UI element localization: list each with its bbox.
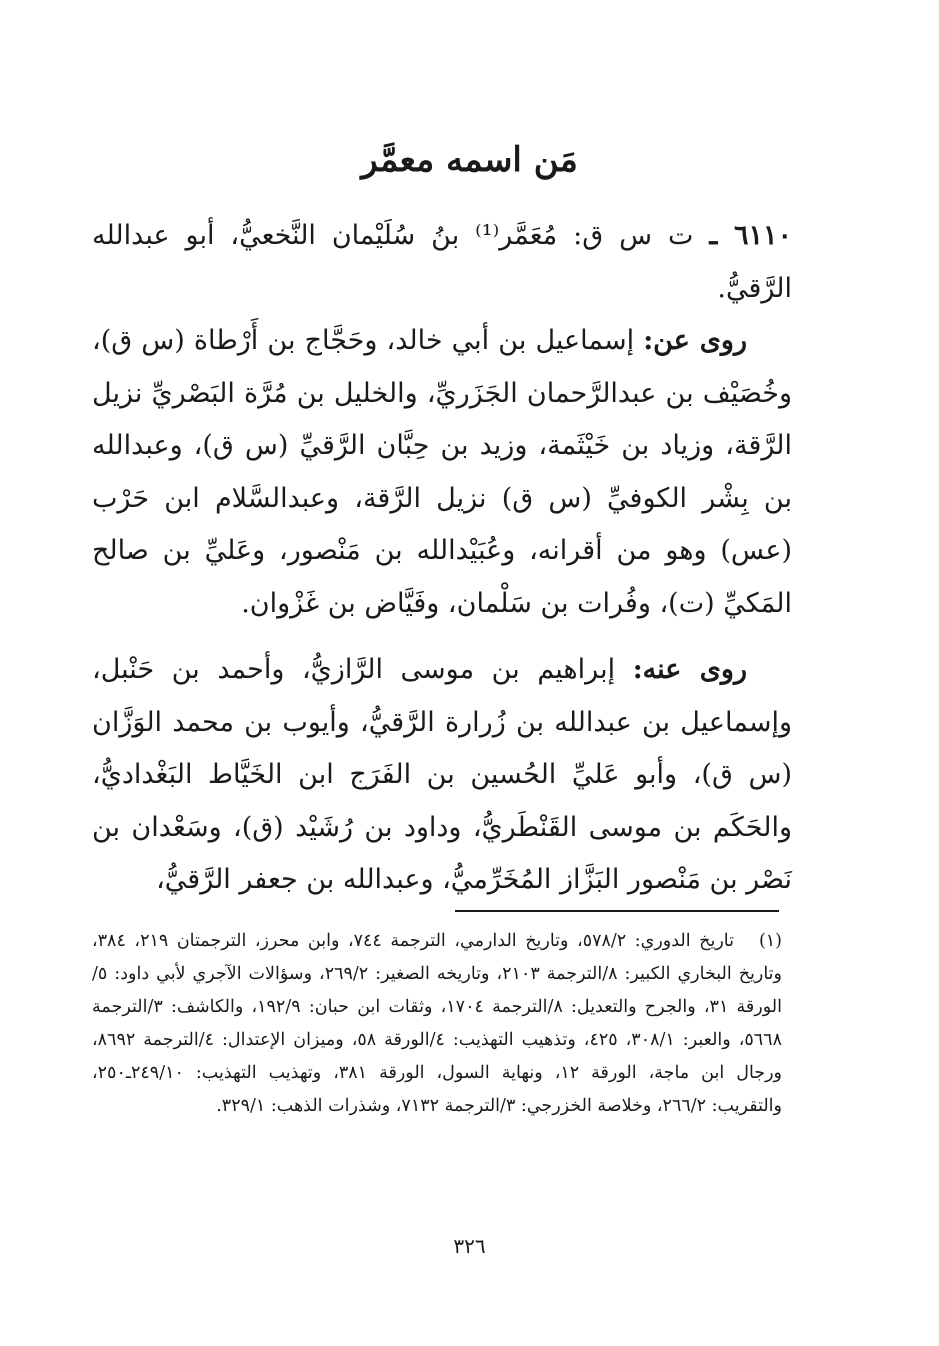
footnote-marker: (١) [758, 931, 782, 951]
biography-entry [92, 210, 792, 315]
narrated-from-label: روى عن: [643, 325, 747, 356]
main-text [92, 210, 792, 907]
narrated-by-text: إبراهيم بن موسى الرَّازيُّ، وأحمد بن حَنْبل، وإسماعيل بن عبدالله بن زُرارة الرَّقيُّ، وأيوب بن محمد الوَزَّان (س ق)، وأبو عَليِّ الحُسين بن الفَرَج ابن الخَيَّاط البَغْداديُّ، والحَكَم بن موسى القَنْطَريُّ، وداود بن رُشَيْد (ق)، وسَعْدان بن نَصْر بن مَنْصور البَزَّاز المُخَرِّميُّ، وعبدالله بن جعفر الرَّقيُّ، [92, 654, 792, 895]
narrated-from-text: إسماعيل بن أبي خالد، وحَجَّاج بن أَرْطاة (س ق)، وخُصَيْف بن عبدالرَّحمان الجَزَريِّ، والخليل بن مُرَّة البَصْريِّ نزيل الرَّقة، وزياد بن خَيْثَمة، وزيد بن حِبَّان الرَّقيِّ (س ق)، وعبدالله بن بِشْر الكوفيِّ (س ق) نزيل الرَّقة، وعبدالسَّلام ابن حَرْب (عس) وهو من أقرانه، وعُبَيْدالله بن مَنْصور، وعَليِّ بن صالح المَكيِّ (ت)، وفُرات بن سَلْمان، وفَيَّاض بن غَزْوان. [92, 325, 792, 619]
narrated-from-paragraph [92, 315, 792, 630]
footnote [92, 925, 782, 1123]
entry-text: ت س ق: مُعَمَّر⁽¹⁾ بنُ سُلَيْمان النَّخعيُّ، أبو عبدالله الرَّقيُّ. [92, 220, 792, 304]
footnote-separator [455, 910, 779, 912]
narrated-by-paragraph [92, 644, 792, 907]
page-number: ٣٢٦ [453, 1234, 486, 1258]
section-heading: مَن اسمه معمَّر [361, 140, 578, 180]
entry-number: ٦١١٠ ـ [709, 220, 792, 251]
narrated-by-label: روى عنه: [632, 654, 747, 685]
footnote-text: تاريخ الدوري: ٥٧٨/٢، وتاريخ الدارمي، الترجمة ٧٤٤، وابن محرز، الترجمتان ٢١٩، ٣٨٤، وتاريخ البخاري الكبير: ٨/الترجمة ٢١٠٣، وتاريخه الصغير: ٢٦٩/٢، وسؤالات الآجري لأبي داود: ٥/الورقة ٣١، والجرح والتعديل: ٨/الترجمة ١٧٠٤، وثقات ابن حبان: ١٩٢/٩، والكاشف: ٣/الترجمة ٥٦٦٨، والعبر: ٣٠٨/١، ٤٢٥، وتذهيب التهذيب: ٤/الورقة ٥٨، وميزان الإعتدال: ٤/الترجمة ٨٦٩٢، ورجال ابن ماجة، الورقة ١٢، ونهاية السول، الورقة ٣٨١، وتهذيب التهذيب: ٢٤٩/١٠ـ٢٥٠، والتقريب: ٢٦٦/٢، وخلاصة الخزرجي: ٣/الترجمة ٧١٣٢، وشذرات الذهب: ٣٢٩/١. [92, 931, 782, 1116]
